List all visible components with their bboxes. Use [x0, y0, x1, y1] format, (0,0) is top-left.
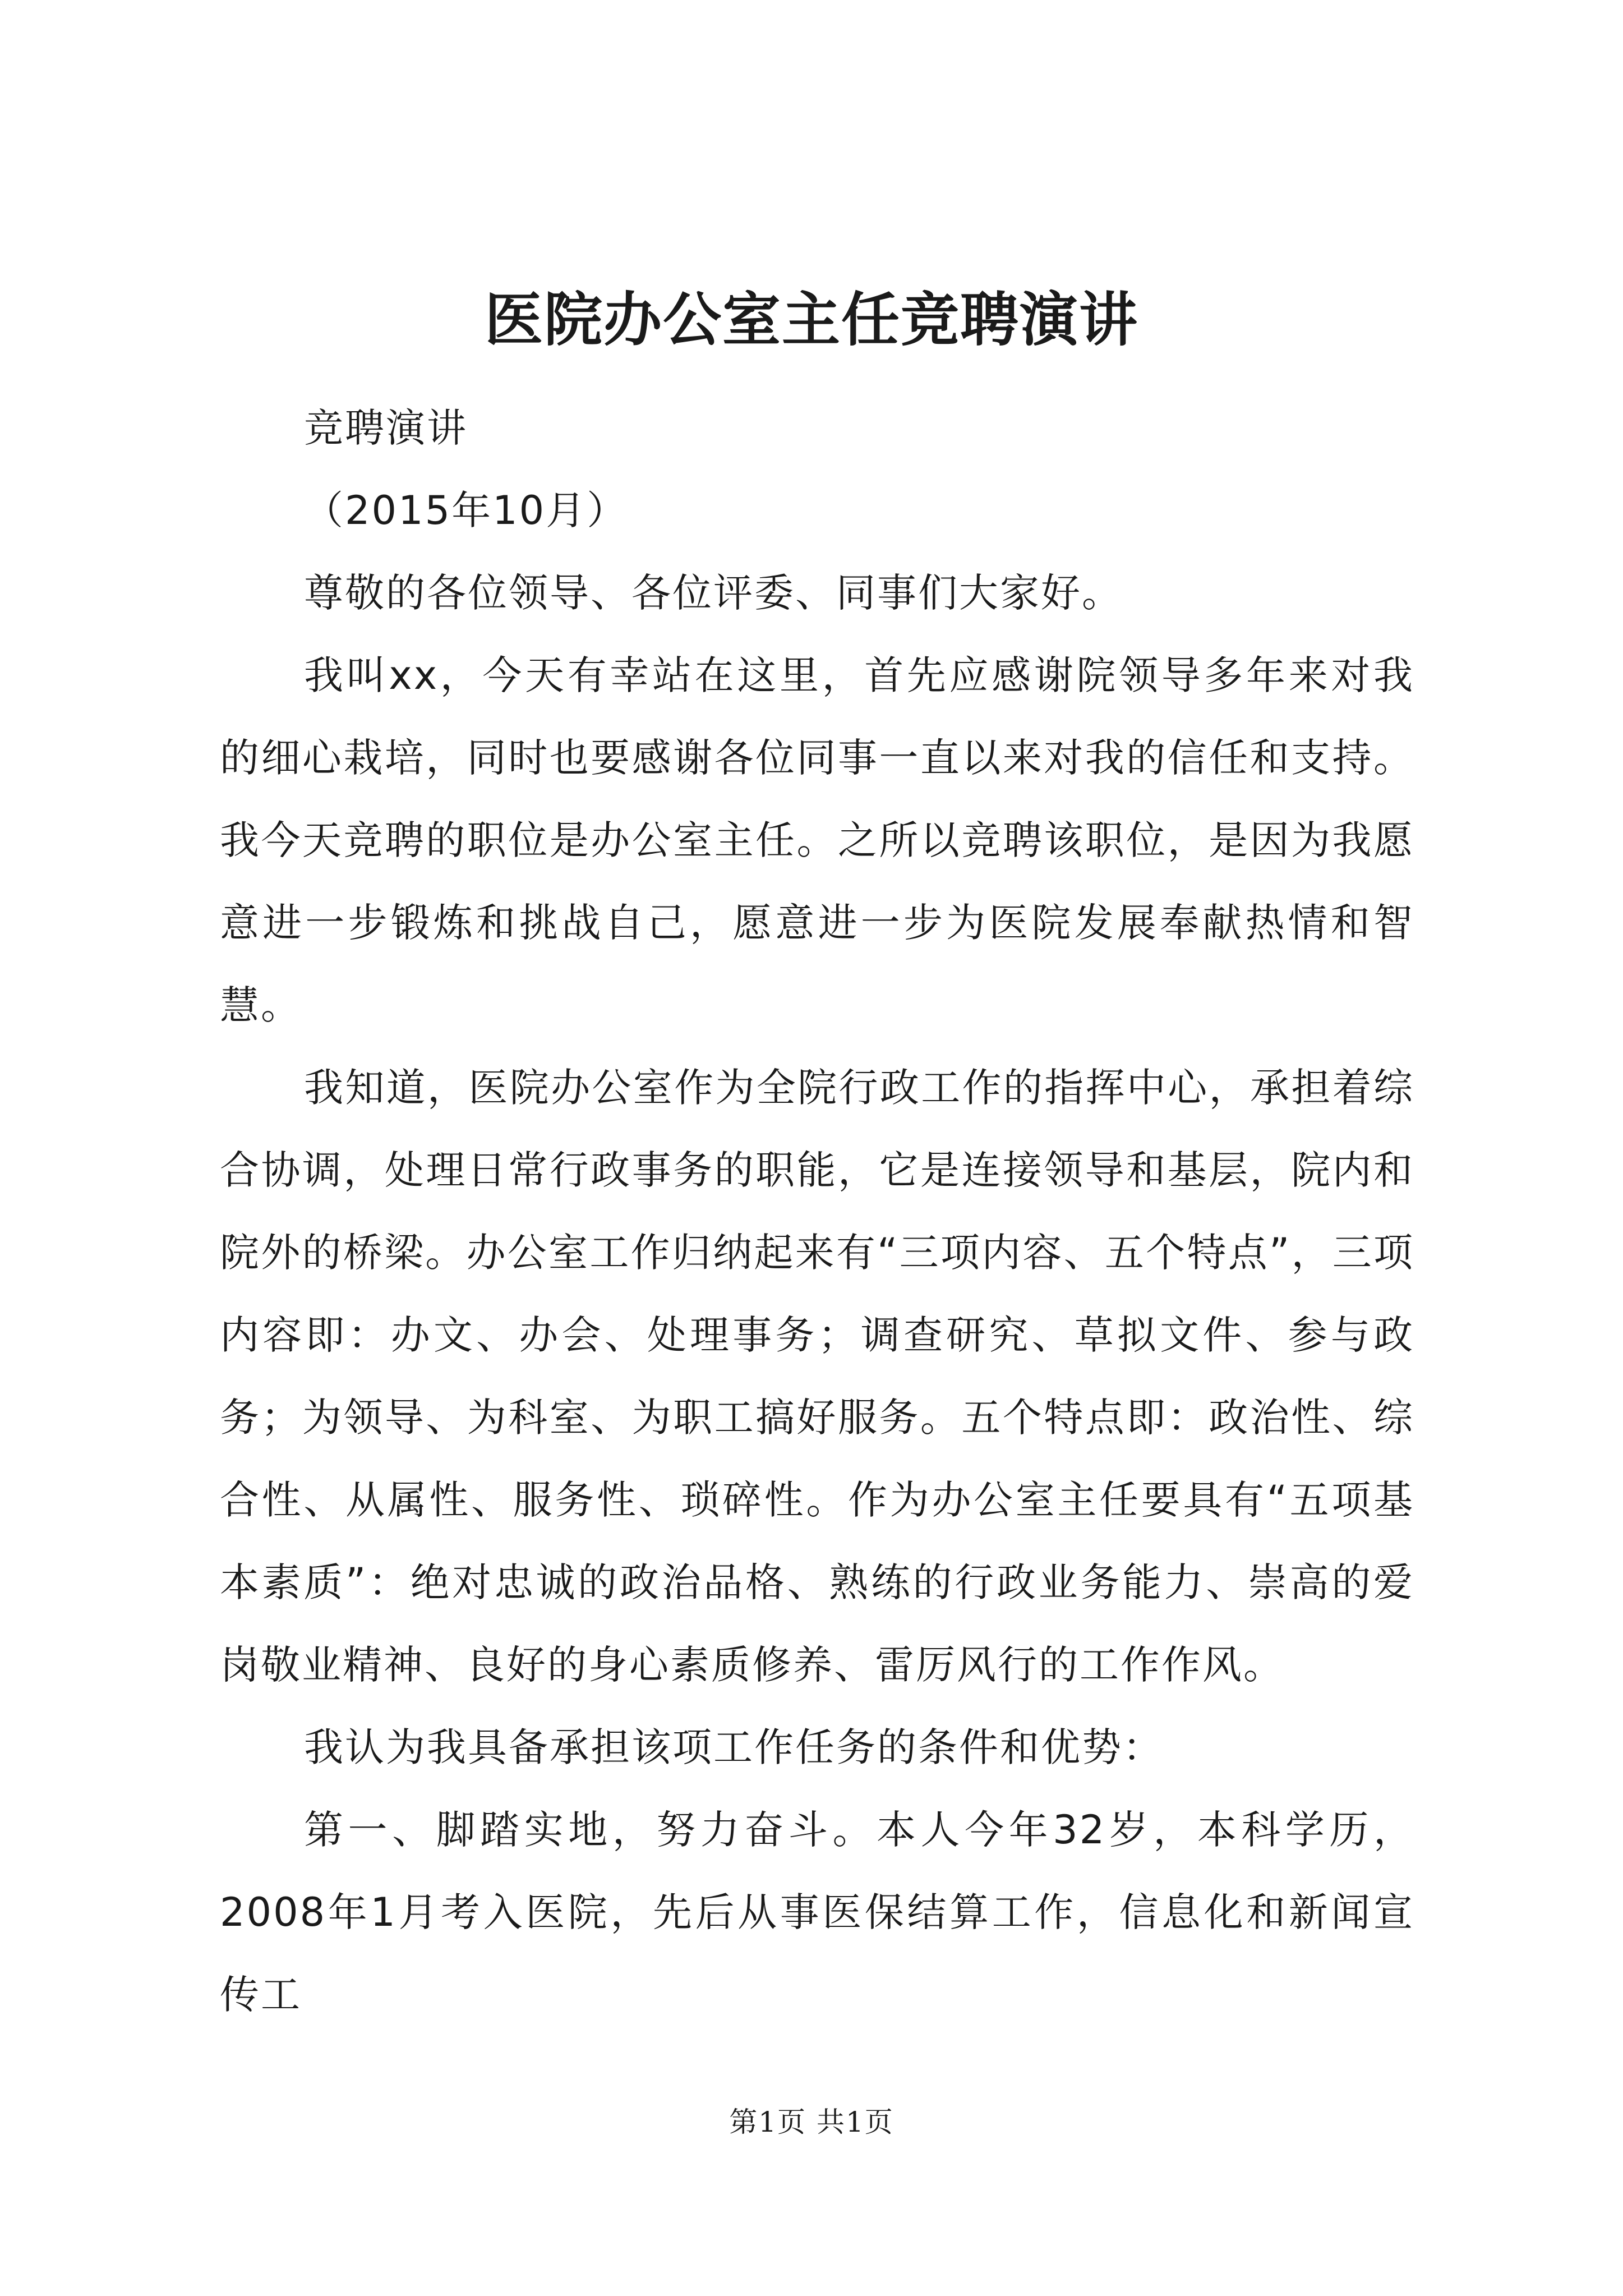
page-footer: 第1页 共1页	[729, 2106, 894, 2138]
paragraph-office-role: 我知道，医院办公室作为全院行政工作的指挥中心，承担着综合协调，处理日常行政事务的职能，它是连接领导和基层，院内和院外的桥梁。办公室工作归纳起来有“三项内容、五个特点”，三项内容即：办文、办会、处理事务；调查研究、草拟文件、参与政务；为领导、为科室、为职工搞好服务。五个特点即：政治性、综合性、从属性、服务性、琐碎性。作为办公室主任要具有“五项基本素质”：绝对忠诚的政治品格、熟练的行政业务能力、崇高的爱岗敬业精神、良好的身心素质修养、雷厉风行的工作作风。	[220, 1065, 1414, 1688]
document-body	[220, 387, 1414, 2036]
paragraph-greeting: 尊敬的各位领导、各位评委、同事们大家好。	[304, 570, 1123, 616]
paragraph-introduction: 我叫xx，今天有幸站在这里，首先应感谢院领导多年来对我的细心栽培，同时也要感谢各位同事一直以来对我的信任和支持。我今天竞聘的职位是办公室主任。之所以竞聘该职位，是因为我愿意进一步锻炼和挑战自己，愿意进一步为医院发展奉献热情和智慧。	[220, 652, 1414, 1028]
paragraph-date: （2015年10月）	[304, 487, 628, 533]
paragraph-subtitle: 竞聘演讲	[304, 405, 468, 451]
paragraph-first-point: 第一、脚踏实地，努力奋斗。本人今年32岁，本科学历，2008年1月考入医院，先后从事医保结算工作，信息化和新闻宣传工	[220, 1807, 1414, 2018]
paragraph-conditions: 我认为我具备承担该项工作任务的条件和优势：	[304, 1724, 1164, 1770]
document-title: 医院办公室主任竞聘演讲	[484, 285, 1138, 354]
